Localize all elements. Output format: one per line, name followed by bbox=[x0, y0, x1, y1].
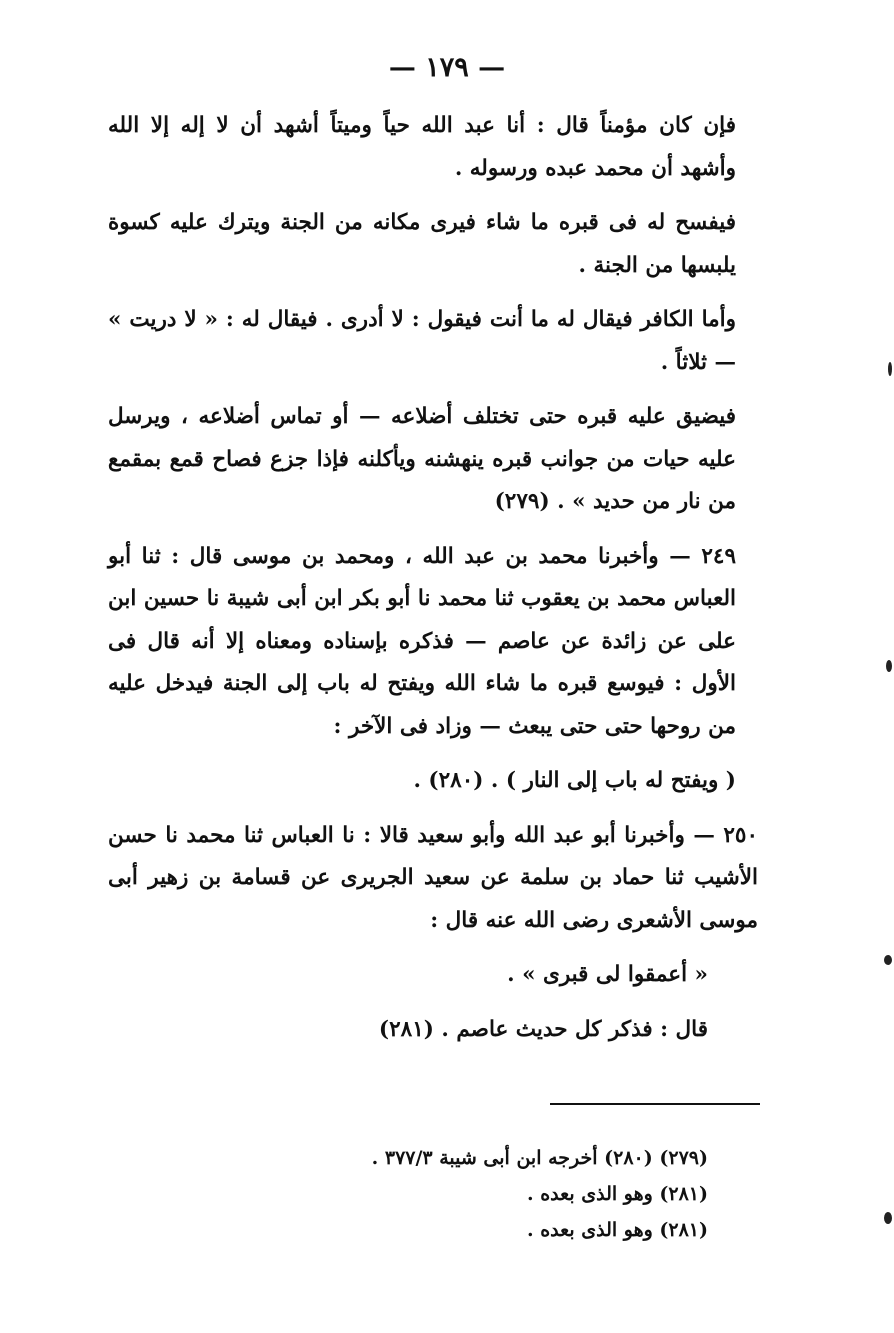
page-number: — ١٧٩ — bbox=[388, 52, 506, 83]
scan-mark bbox=[886, 660, 892, 672]
paragraph-door-to-fire: ( ويفتح له باب إلى النار ) . (٢٨٠) . bbox=[413, 768, 736, 793]
paragraph-hadith-250: ٢٥٠ — وأخبرنا أبو عبد الله وأبو سعيد قالا : نا العباس ثنا محمد نا حسن الأشيب ثنا حماد بن سلمة عن سعيد الجريرى عن قسامة بن زهير أبى موسى الأشعرى رضى الله عنه قال : bbox=[108, 822, 758, 933]
paragraph-asim-hadith: قال : فذكر كل حديث عاصم . (٢٨١) bbox=[378, 1016, 708, 1042]
footnote-divider bbox=[550, 1103, 760, 1105]
scan-mark bbox=[884, 955, 892, 965]
footnote-281: (٢٨١) وهو الذى بعده . bbox=[527, 1183, 708, 1205]
paragraph-hadith-249: ٢٤٩ — وأخبرنا محمد بن عبد الله ، ومحمد بن موسى قال : ثنا أبو العباس محمد بن يعقوب ثنا محمد نا أبو بكر ابن أبى شيبة نا حسين ابن على عن زائدة عن عاصم — فذكره بإسناده ومعناه إلا أنه قال فى الأول : فيوسع قبره ما شاء الله ويفتح له باب إلى الجنة فيدخل عليه من روحها حتى حتى يبعث — وزاد فى الآخر : bbox=[108, 543, 736, 739]
footnote-279-280: (٢٧٩) (٢٨٠) أخرجه ابن أبى شيبة ٣٧٧/٣ . bbox=[371, 1147, 708, 1169]
footnotes bbox=[108, 1140, 708, 1248]
paragraph-believer-answer: فإن كان مؤمناً قال : أنا عبد الله حياً وميتاً أشهد أن لا إله إلا الله وأشهد أن محمد عبده ورسوله . bbox=[108, 113, 736, 181]
paragraph-grave-widened: فيفسح له فى قبره ما شاء فيرى مكانه من الجنة ويترك عليه كسوة يلبسها من الجنة . bbox=[108, 210, 736, 278]
scan-mark bbox=[888, 362, 892, 376]
scan-mark bbox=[884, 1212, 892, 1224]
footnote-281-repeat: (٢٨١) وهو الذى بعده . bbox=[527, 1219, 708, 1241]
main-text bbox=[108, 105, 758, 1051]
paragraph-disbeliever-answer: وأما الكافر فيقال له ما أنت فيقول : لا أدرى . فيقال له : « لا دريت » — ثلاثاً . bbox=[108, 307, 736, 375]
paragraph-grave-tightened: فيضيق عليه قبره حتى تختلف أضلاعه — أو تماس أضلاعه ، ويرسل عليه حيات من جوانب قبره ينهشنه ويأكلنه فإذا جزع فصاح قمع بمقمع من نار من حديد » . (٢٧٩) bbox=[108, 404, 736, 514]
paragraph-deepen-grave: « أعمقوا لى قبرى » . bbox=[507, 962, 708, 987]
